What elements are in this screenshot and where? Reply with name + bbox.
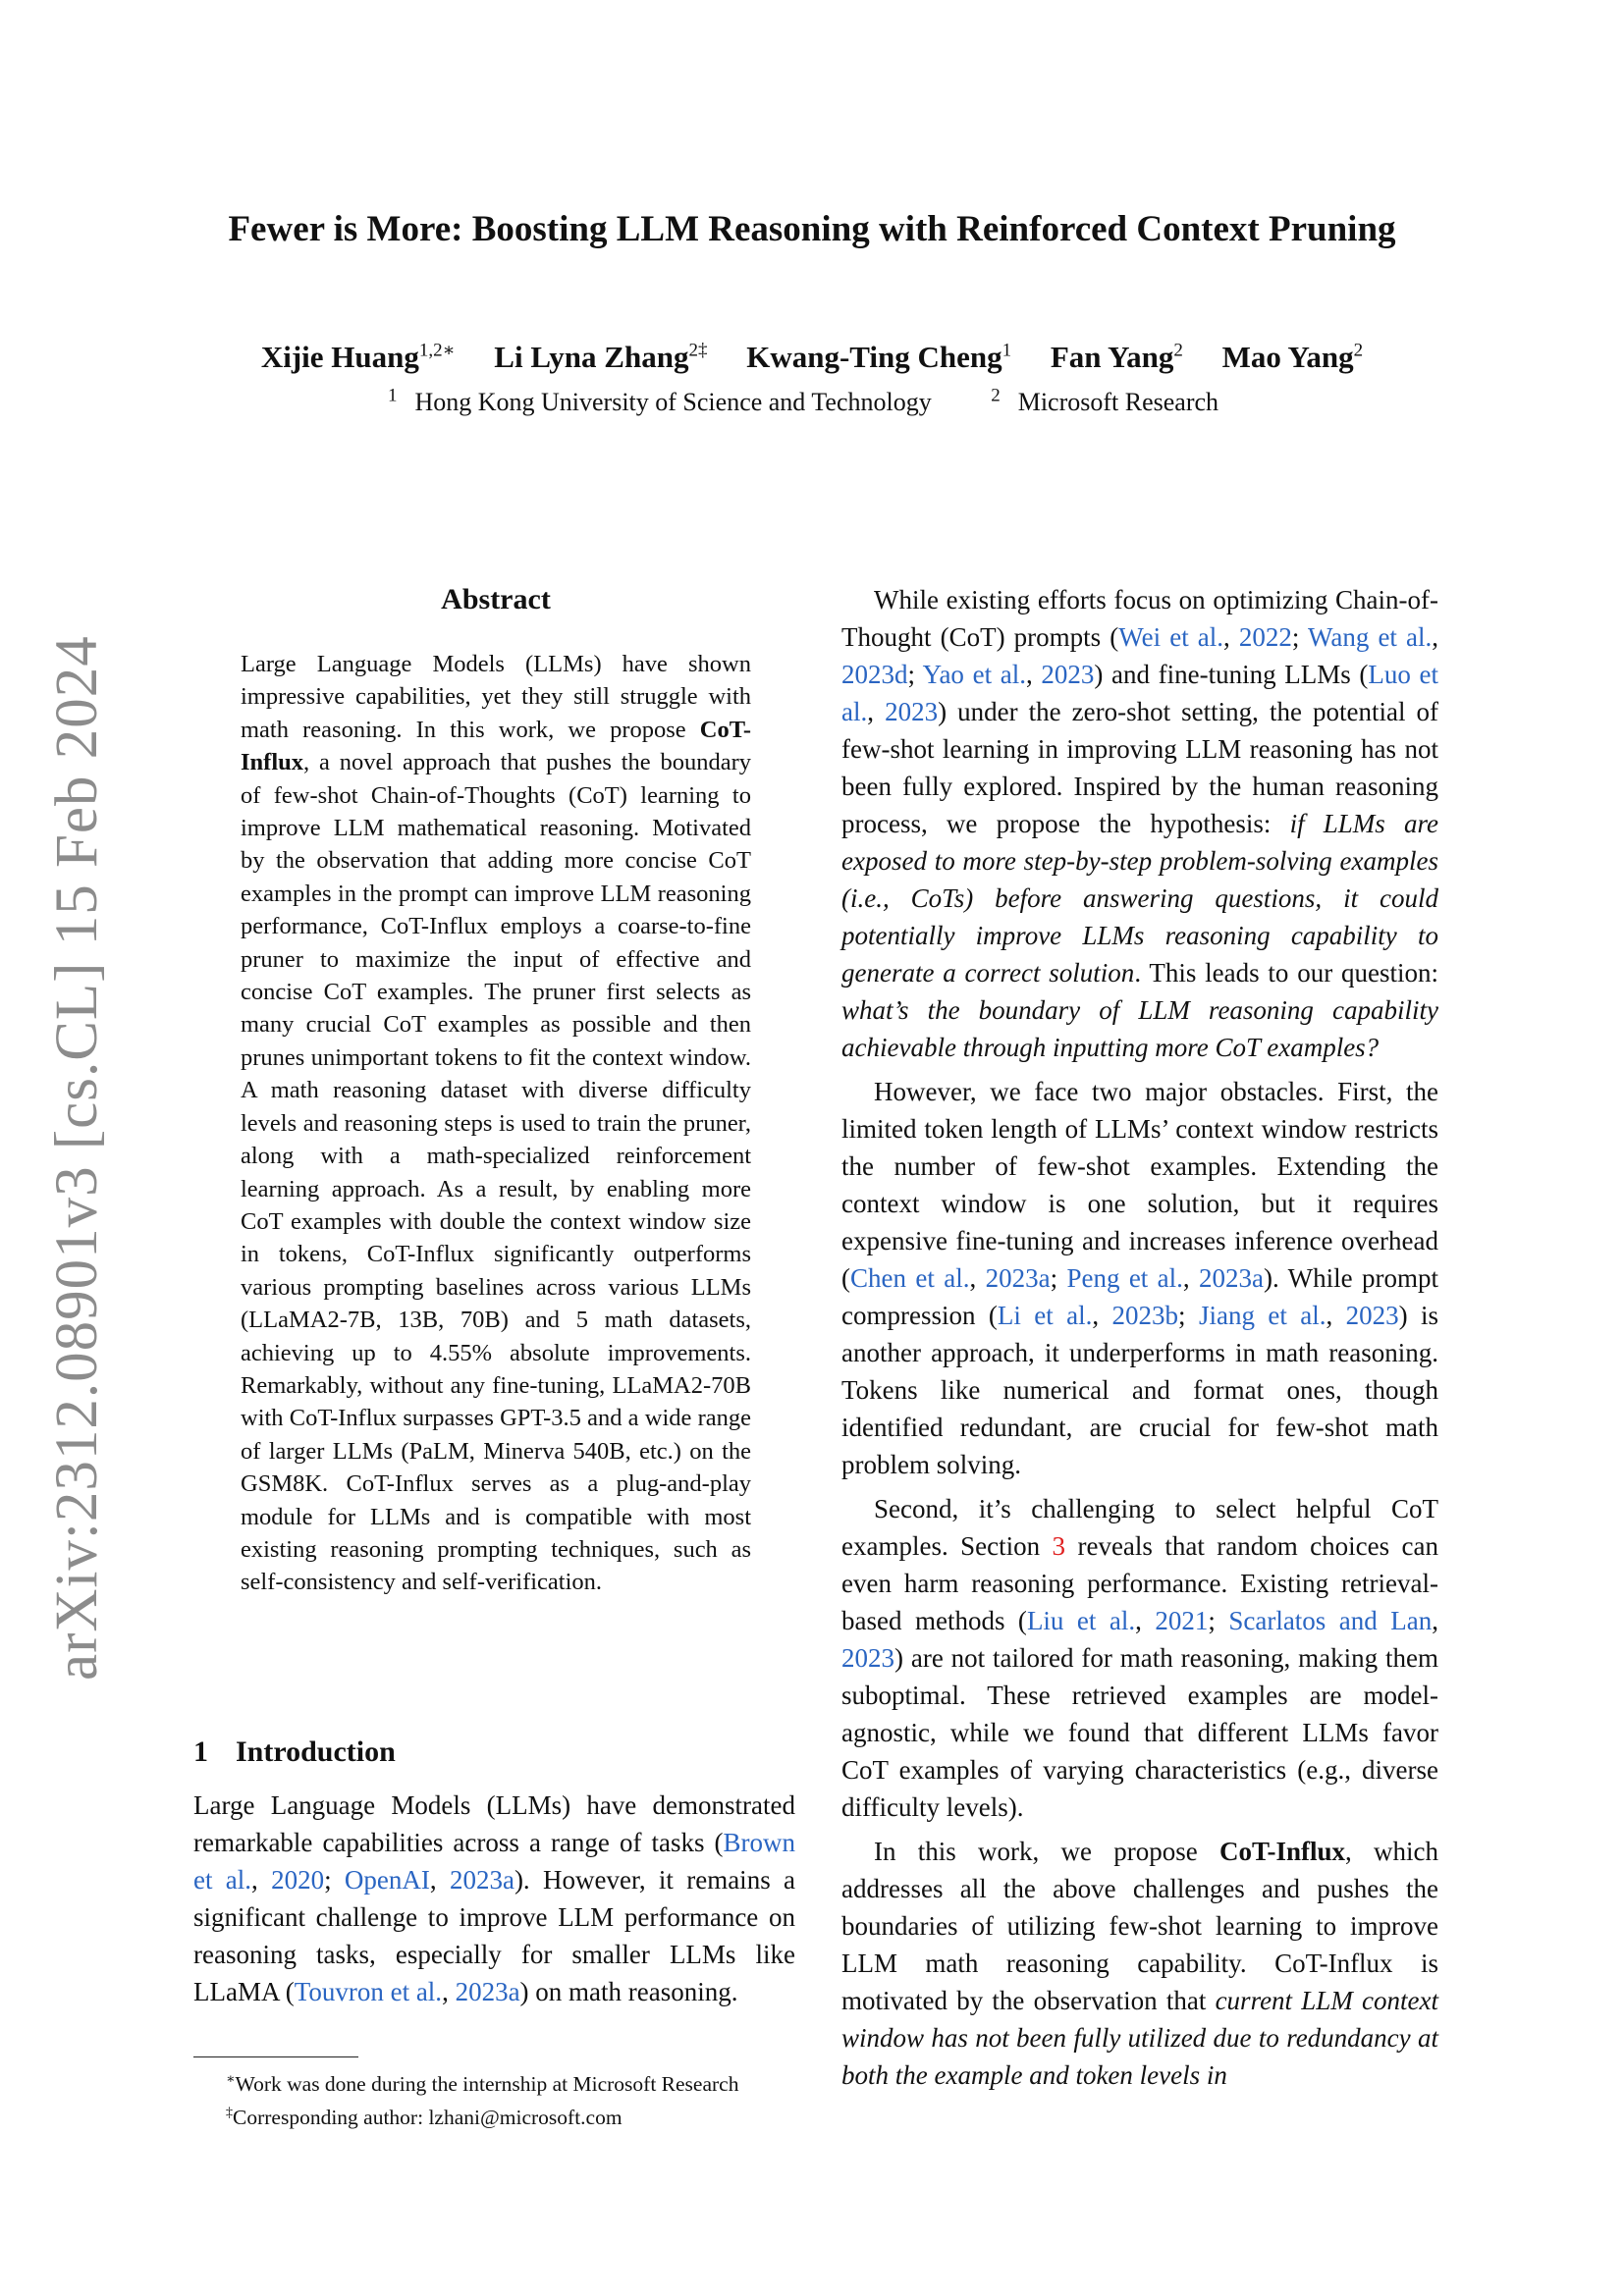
paragraph: Second, it’s challenging to select helpful CoT examples. Section 3 reveals that random choices can even harm reasoning performance. Existing retrieval-based methods (Liu et al., 2021; Scarlatos and Lan, 2023) are not tailored for math reasoning, making them suboptimal. These retrieved examples are model-agnostic, while we found that different LLMs favor CoT examples of varying characteristics (e.g., diverse difficulty levels). — [841, 1494, 1438, 1822]
citation-link[interactable]: Brown et al. — [193, 1828, 795, 1895]
citation-year-link[interactable]: 2022 — [1238, 622, 1292, 652]
arxiv-identifier: arXiv:2312.08901v3 [cs.CL] 15 Feb 2024 — [44, 635, 110, 1681]
citation-year-link[interactable]: 2023a — [455, 1977, 520, 2006]
affiliation: $^1$ Hong Kong University of Science and Technology — [387, 385, 932, 416]
citation-link[interactable]: Chen et al. — [850, 1263, 970, 1293]
citation-year-link[interactable]: 2023a — [985, 1263, 1051, 1293]
author: Li Lyna Zhang$^{2\ddagger}$ — [494, 340, 708, 375]
author: Xijie Huang$^{1,2∗}$ — [260, 340, 456, 375]
paper-title: Fewer is More: Boosting LLM Reasoning with Reinforced Context Pruning — [228, 209, 1396, 249]
introduction-paragraph: Large Language Models (LLMs) have demonstrated remarkable capabilities across a range of tasks (Brown et al., 2020; OpenAI, 2023a). However, it remains a significant challenge to improve LLM performance on reasoning tasks, especially for smaller LLMs like LLaMA (Touvron et al., 2023a) on math reasoning. — [193, 1790, 795, 2006]
citation-link[interactable]: Touvron et al. — [294, 1977, 443, 2006]
citation-link[interactable]: OpenAI — [344, 1865, 430, 1895]
citation-year-link[interactable]: 2023 — [1345, 1301, 1399, 1330]
abstract-heading: Abstract — [441, 583, 551, 615]
citation-link[interactable]: Wei et al. — [1118, 622, 1224, 652]
footnote: ∗Work was done during the internship at Microsoft Research — [226, 2072, 739, 2097]
abstract-body: Large Language Models (LLMs) have shown impressive capabilities, yet they still struggle with math reasoning. In this work, we propose CoT-Influx, a novel approach that pushes the boundary of few-shot Chain-of-Thoughts (CoT) learning to improve LLM mathematical reasoning. Motivated by the observation that adding more concise CoT examples in the prompt can improve LLM reasoning performance, CoT-Influx employs a coarse-to-fine pruner to maximize the input of effective and concise CoT examples. The pruner first selects as many crucial CoT examples as possible and then prunes unimportant tokens to fit the context window. A math reasoning dataset with diverse difficulty levels and reasoning steps is used to train the pruner, along with a math-specialized reinforcement learning approach. As a result, by enabling more CoT examples with double the context window size in tokens, CoT-Influx significantly outperforms various prompting baselines across various LLMs (LLaMA2-7B, 13B, 70B) and 5 math datasets, achieving up to 4.55% absolute improvements. Remarkably, without any fine-tuning, LLaMA2-70B with CoT-Influx surpasses GPT-3.5 and a wide range of larger LLMs (PaLM, Minerva 540B, etc.) on the GSM8K. CoT-Influx serves as a plug-and-play module for LLMs and is compatible with most existing reasoning prompting techniques, such as self-consistency and self-verification. — [241, 651, 751, 1596]
section-heading-introduction: 1 Introduction — [193, 1735, 396, 1768]
footnotes — [226, 2065, 805, 2132]
citation-year-link[interactable]: 2023 — [885, 697, 939, 726]
author: Mao Yang$^2$ — [1221, 340, 1364, 375]
citation-year-link[interactable]: 2023a — [1199, 1263, 1265, 1293]
section-reference-link[interactable]: 3 — [1052, 1531, 1066, 1561]
citation-year-link[interactable]: 2023 — [1041, 660, 1095, 689]
footnote: ‡Corresponding author: lzhani@microsoft.com — [226, 2106, 623, 2130]
author-list — [0, 340, 1624, 375]
citation-year-link[interactable]: 2023d — [841, 660, 908, 689]
affiliations — [0, 385, 1624, 417]
citation-year-link[interactable]: 2023b — [1111, 1301, 1179, 1330]
right-column — [841, 581, 1438, 2101]
citation-year-link[interactable]: 2021 — [1155, 1606, 1209, 1635]
citation-link[interactable]: Scarlatos and Lan — [1228, 1606, 1433, 1635]
paragraph: However, we face two major obstacles. First, the limited token length of LLMs’ context window restricts the number of few-shot examples. Extending the context window is one solution, but it requires expensive fine-tuning and increases inference overhead (Chen et al., 2023a; Peng et al., 2023a). While prompt compression (Li et al., 2023b; Jiang et al., 2023) is another approach, it underperforms in math reasoning. Tokens like numerical and format ones, though identified redundant, are crucial for few-shot math problem solving. — [841, 1077, 1439, 1479]
citation-link[interactable]: Wang et al. — [1308, 622, 1433, 652]
author: Fan Yang$^2$ — [1050, 340, 1183, 375]
author: Kwang-Ting Cheng$^1$ — [746, 340, 1012, 375]
citation-link[interactable]: Liu et al. — [1026, 1606, 1136, 1635]
citation-link[interactable]: Luo et al. — [841, 660, 1439, 726]
citation-link[interactable]: Peng et al. — [1066, 1263, 1183, 1293]
footnote-rule — [193, 2056, 358, 2057]
paragraph: In this work, we propose CoT-Influx, which addresses all the above challenges and pushes the boundaries of utilizing few-shot learning to improve LLM math reasoning capability. CoT-Influx is motivated by the observation that current LLM context window has not been fully utilized due to redundancy at both the example and token levels in — [841, 1837, 1438, 2090]
citation-year-link[interactable]: 2023 — [841, 1643, 894, 1673]
citation-link[interactable]: Li et al. — [997, 1301, 1093, 1330]
citation-link[interactable]: Jiang et al. — [1198, 1301, 1326, 1330]
citation-year-link[interactable]: 2023a — [449, 1865, 514, 1895]
citation-link[interactable]: Yao et al. — [922, 660, 1026, 689]
affiliation: $^2$ Microsoft Research — [991, 385, 1219, 416]
citation-year-link[interactable]: 2020 — [271, 1865, 325, 1895]
paragraph: While existing efforts focus on optimizing Chain-of-Thought (CoT) prompts (Wei et al., 2022; Wang et al., 2023d; Yao et al., 2023) and fine-tuning LLMs (Luo et al., 2023) under the zero-shot setting, the potential of few-shot learning in improving LLM reasoning has not been fully explored. Inspired by the human reasoning process, we propose the hypothesis: if LLMs are exposed to more step-by-step problem-solving examples (i.e., CoTs) before answering questions, it could potentially improve LLMs reasoning capability to generate a correct solution. This leads to our question: what’s the boundary of LLM reasoning capability achievable through inputting more CoT examples? — [841, 585, 1439, 1062]
